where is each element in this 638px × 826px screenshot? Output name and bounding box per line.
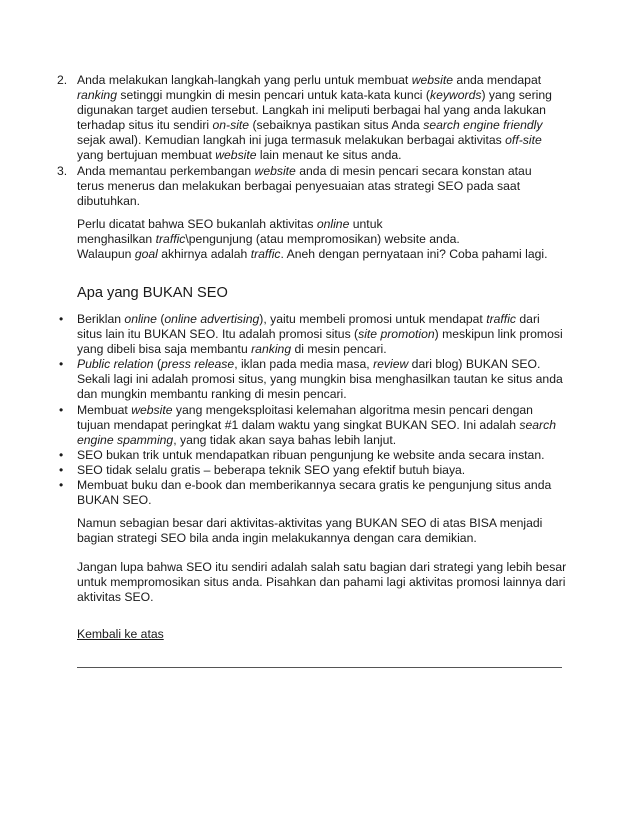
text-run-italic: ranking bbox=[77, 88, 117, 103]
list-item-text bbox=[77, 164, 562, 209]
text-run: Anda memantau perkembangan bbox=[77, 164, 255, 178]
text-run: \pengunjung (atau mempromosikan) website anda. bbox=[185, 232, 460, 247]
text-run-italic: Public relation bbox=[77, 357, 154, 372]
bullet-item bbox=[57, 403, 567, 448]
text-run: ) yang sering digunakan target audien tersebut. Langkah ini meliputi berbagai hal yang anda lakukan terhadap situs itu sendiri bbox=[77, 88, 552, 133]
list-item-3 bbox=[57, 164, 562, 209]
note-line-1 bbox=[77, 217, 567, 232]
list-number: 3. bbox=[57, 164, 68, 178]
text-run: , yang tidak akan saya bahas lebih lanjut. bbox=[173, 432, 397, 447]
text-run: yang bertujuan membuat bbox=[77, 148, 216, 163]
list-item-2 bbox=[57, 73, 562, 164]
text-run-italic: online bbox=[124, 312, 157, 326]
note-line-3 bbox=[77, 247, 567, 262]
text-run-italic: online bbox=[316, 217, 350, 231]
text-run-italic: ranking bbox=[251, 342, 292, 357]
text-run-italic: search engine spamming bbox=[77, 417, 556, 447]
text-run: Anda melakukan langkah-langkah yang perlu untuk membuat bbox=[77, 73, 412, 87]
text-run: dari blog) BUKAN SEO. Sekali lagi ini adalah promosi situs, yang mungkin bisa menghasilkan tautan ke situs anda dan mungkin membantu ranking di mesin pencari. bbox=[77, 357, 563, 402]
text-run-italic: online advertising bbox=[164, 312, 260, 326]
text-run: Membuat buku dan e-book dan memberikannya secara gratis ke pengunjung situs anda BUKAN SEO. bbox=[77, 478, 552, 508]
text-run-italic: keywords bbox=[429, 88, 482, 103]
bullet-icon: • bbox=[59, 478, 64, 493]
text-run-italic: website bbox=[254, 164, 296, 178]
paragraph-namun: Namun sebagian besar dari aktivitas-aktivitas yang BUKAN SEO di atas BISA menjadi bagian strategi SEO bila anda ingin melakukannya dengan cara demikian. bbox=[77, 516, 543, 546]
text-run-italic: review bbox=[373, 357, 409, 372]
text-run: untuk bbox=[349, 217, 383, 231]
text-run: , iklan pada media masa, bbox=[234, 357, 374, 372]
bullet-item bbox=[57, 357, 567, 402]
bullet-item bbox=[57, 312, 567, 357]
text-run: menghasilkan bbox=[77, 232, 156, 247]
text-run-italic: site promotion bbox=[358, 327, 435, 342]
bullet-icon: • bbox=[59, 447, 64, 462]
text-run-italic: traffic bbox=[155, 232, 186, 247]
text-run-italic: website bbox=[411, 73, 454, 87]
bullet-icon: • bbox=[59, 462, 64, 477]
bullet-icon: • bbox=[59, 402, 64, 417]
text-run: dari situs lain itu BUKAN SEO. Itu adalah promosi situs ( bbox=[77, 312, 540, 342]
text-run-italic: press release bbox=[161, 357, 235, 372]
bullet-item bbox=[57, 448, 567, 463]
text-run: (sebaiknya pastikan situs Anda bbox=[249, 118, 424, 133]
text-run: lain menaut ke situs anda. bbox=[256, 148, 402, 163]
text-run: sejak awal). Kemudian langkah ini juga termasuk melakukan berbagai aktivitas bbox=[77, 133, 506, 148]
list-item-text bbox=[77, 73, 562, 164]
note-line-2 bbox=[77, 232, 567, 247]
text-run: akhirnya adalah bbox=[157, 247, 251, 262]
text-run: ), yaitu membeli promosi untuk mendapat bbox=[259, 312, 487, 326]
note-paragraph bbox=[77, 217, 567, 262]
text-run-italic: website bbox=[215, 148, 257, 163]
text-run: Membuat bbox=[77, 402, 132, 417]
text-run: ) meskipun link promosi yang dibeli bisa saja membantu bbox=[77, 327, 563, 357]
text-run: . Aneh dengan pernyataan ini? Coba pahami lagi. bbox=[280, 247, 548, 262]
text-run-italic: search engine friendly bbox=[423, 118, 543, 133]
text-run-italic: traffic bbox=[486, 312, 516, 326]
text-run: setinggi mungkin di mesin pencari untuk kata-kata kunci ( bbox=[116, 88, 430, 103]
text-run: Perlu dicatat bahwa SEO bukanlah aktivitas bbox=[77, 217, 317, 231]
bullet-item bbox=[57, 463, 567, 478]
bullet-list bbox=[57, 312, 567, 508]
text-run: ( bbox=[156, 312, 165, 326]
text-run-italic: website bbox=[131, 402, 173, 417]
bullet-icon: • bbox=[59, 312, 64, 326]
back-to-top-link[interactable]: Kembali ke atas bbox=[77, 627, 164, 641]
text-run-italic: on-site bbox=[212, 118, 250, 133]
bullet-icon: • bbox=[59, 357, 64, 372]
text-run-italic: goal bbox=[134, 247, 158, 262]
text-run: anda mendapat bbox=[453, 73, 542, 87]
text-run: anda di mesin pencari secara konstan atau terus menerus dan melakukan berbagai penyesuaian atas strategi SEO pada saat dibutuhkan. bbox=[77, 164, 532, 209]
text-run: ( bbox=[153, 357, 162, 372]
text-run: Beriklan bbox=[77, 312, 125, 326]
text-run: di mesin pencari. bbox=[291, 342, 387, 357]
section-heading: Apa yang BUKAN SEO bbox=[77, 285, 228, 301]
text-run: yang mengeksploitasi kelemahan algoritma mesin pencari dengan tujuan mendapat peringkat #1 dalam waktu yang singkat BUKAN SEO. Ini adalah bbox=[77, 402, 533, 432]
list-number: 2. bbox=[57, 73, 68, 87]
text-run: Walaupun bbox=[77, 247, 135, 262]
text-run-italic: traffic bbox=[250, 247, 281, 262]
paragraph-jangan: Jangan lupa bahwa SEO itu sendiri adalah salah satu bagian dari strategi yang lebih besar untuk mempromosikan situs anda. Pisahkan dan pahami lagi aktivitas promosi lainnya dari aktivitas SEO. bbox=[77, 560, 567, 605]
divider bbox=[77, 667, 562, 668]
text-run: SEO tidak selalu gratis – beberapa teknik SEO yang efektif butuh biaya. bbox=[77, 462, 466, 477]
text-run-italic: off-site bbox=[505, 133, 542, 148]
text-run: SEO bukan trik untuk mendapatkan ribuan pengunjung ke website anda secara instan. bbox=[77, 447, 545, 462]
bullet-item bbox=[57, 478, 567, 508]
